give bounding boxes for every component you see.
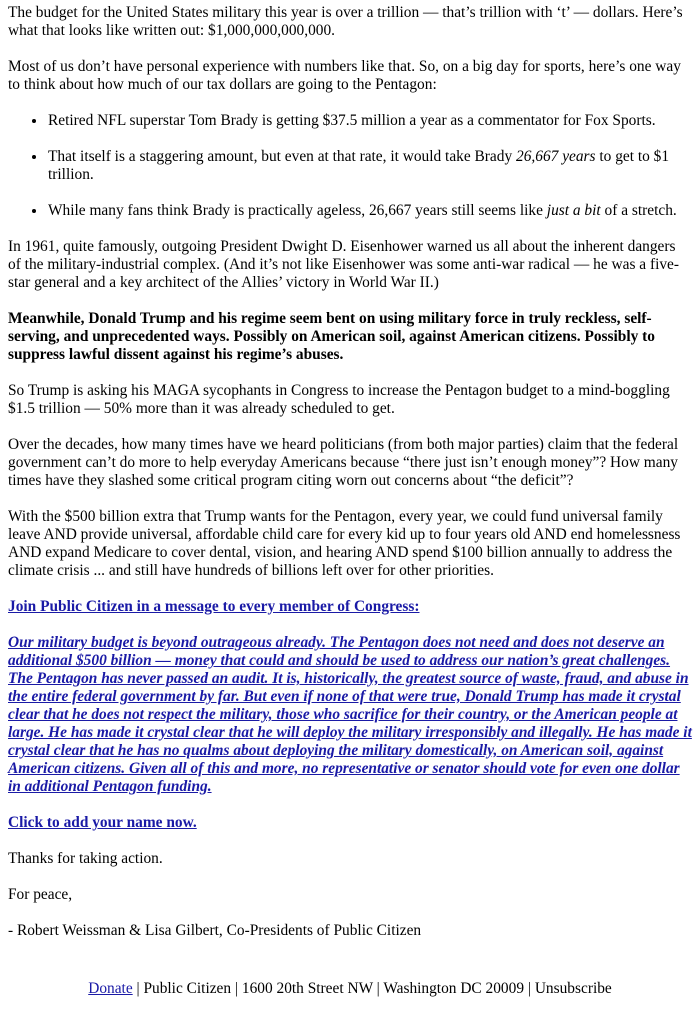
unsubscribe-link[interactable]: Unsubscribe bbox=[534, 980, 612, 997]
bullet-text: to get to $1 trillion. bbox=[48, 148, 670, 183]
add-name-paragraph bbox=[8, 814, 692, 832]
budget-ask-paragraph: So Trump is asking his MAGA sycophants in Congress to increase the Pentagon budget to a mind-boggling $1.5 trillion — 50% more than it was already scheduled to get. bbox=[8, 382, 670, 417]
bullet-item-salary: • Retired NFL superstar Tom Brady is getting $37.5 million a year as a commentator for Fox Sports. bbox=[47, 112, 692, 130]
join-public-citizen-link[interactable]: Join Public Citizen in a message to every member of Congress: bbox=[8, 598, 420, 615]
bullet-text: While many fans think Brady is practically ageless, 26,667 years still seems like bbox=[48, 202, 547, 219]
footer-separator: | bbox=[524, 980, 535, 997]
for-peace-text: For peace, bbox=[8, 886, 73, 903]
signature-text: - Robert Weissman & Lisa Gilbert, Co-Presidents of Public Citizen bbox=[8, 922, 422, 939]
emphasis-years: 26,667 years bbox=[516, 148, 596, 165]
bullet-item-years bbox=[47, 148, 692, 184]
join-link-paragraph bbox=[8, 598, 692, 616]
add-your-name-link[interactable]: Click to add your name now. bbox=[8, 814, 197, 831]
sports-paragraph: Most of us don’t have personal experience with numbers like that. So, on a big day for sports, here’s one way to think about how much of our tax dollars are going to the Pentagon: bbox=[8, 58, 681, 93]
footer-separator: | bbox=[372, 980, 384, 997]
thanks-text: Thanks for taking action. bbox=[8, 850, 163, 867]
footer-separator: | bbox=[231, 980, 242, 997]
politicians-paragraph: Over the decades, how many times have we heard politicians (from both major parties) claim that the federal government can’t do more to help everyday Americans because “there just isn’t enough money”? How many times have they slashed some critical program citing worn out concerns about “the deficit”? bbox=[8, 436, 679, 489]
footer-org-name: Public Citizen bbox=[143, 980, 232, 997]
intro-paragraph: The budget for the United States military this year is over a trillion — that’s trillion with ‘t’ — dollars. Here’s what that looks like written out: $1,000,000,000,000. bbox=[8, 4, 683, 39]
footer-city: Washington DC 20009 bbox=[383, 980, 525, 997]
emphasis-just-a-bit: just a bit bbox=[546, 202, 601, 219]
fund-priorities-paragraph: With the $500 billion extra that Trump wants for the Pentagon, every year, we could fund universal family leave AND provide universal, affordable child care for every kid up to four years old AND end homelessness AND expand Medicare to cover dental, vision, and hearing AND spend $100 billion annually to address the climate crisis ... and still have hundreds of billions left over for other priorities. bbox=[8, 508, 681, 579]
trump-warning-paragraph: Meanwhile, Donald Trump and his regime seem bent on using military force in truly reckless, self-serving, and unprecedented ways. Possibly on American soil, against American citizens. Possibly to suppress lawful dissent against his regime’s abuses. bbox=[8, 310, 655, 363]
brady-bullet-list bbox=[8, 112, 692, 220]
footer-address: 1600 20th Street NW bbox=[241, 980, 373, 997]
footer bbox=[8, 980, 692, 998]
petition-paragraph bbox=[8, 634, 692, 796]
donate-link[interactable]: Donate bbox=[88, 980, 133, 997]
petition-text-link[interactable]: Our military budget is beyond outrageous already. The Pentagon does not need and does not deserve an additional $500 billion — money that could and should be used to address our nation’s great challenges. The Pentagon has never passed an audit. It is, historically, the greatest source of waste, fraud, and abuse in the entire federal government by far. But even if none of that were true, Donald Trump has made it crystal clear that he does not respect the military, those who sacrifice for their country, or the American people at large. He has made it crystal clear that he will deploy the military irresponsibly and illegally. He has made it crystal clear that he has no qualms about deploying the military domestically, on American soil, against American citizens. Given all of this and more, no representative or senator should vote for even one dollar in additional Pentagon funding. bbox=[8, 634, 692, 795]
eisenhower-paragraph: In 1961, quite famously, outgoing President Dwight D. Eisenhower warned us all about the inherent dangers of the military-industrial complex. (And it’s not like Eisenhower was some anti-war radical — he was a five-star general and a key architect of the Allies’ victory in World War II.) bbox=[8, 238, 680, 291]
bullet-text: That itself is a staggering amount, but even at that rate, it would take Brady bbox=[48, 148, 517, 165]
bullet-text: of a stretch. bbox=[600, 202, 677, 219]
bullet-item-ageless bbox=[47, 202, 692, 220]
footer-separator: | bbox=[132, 980, 144, 997]
